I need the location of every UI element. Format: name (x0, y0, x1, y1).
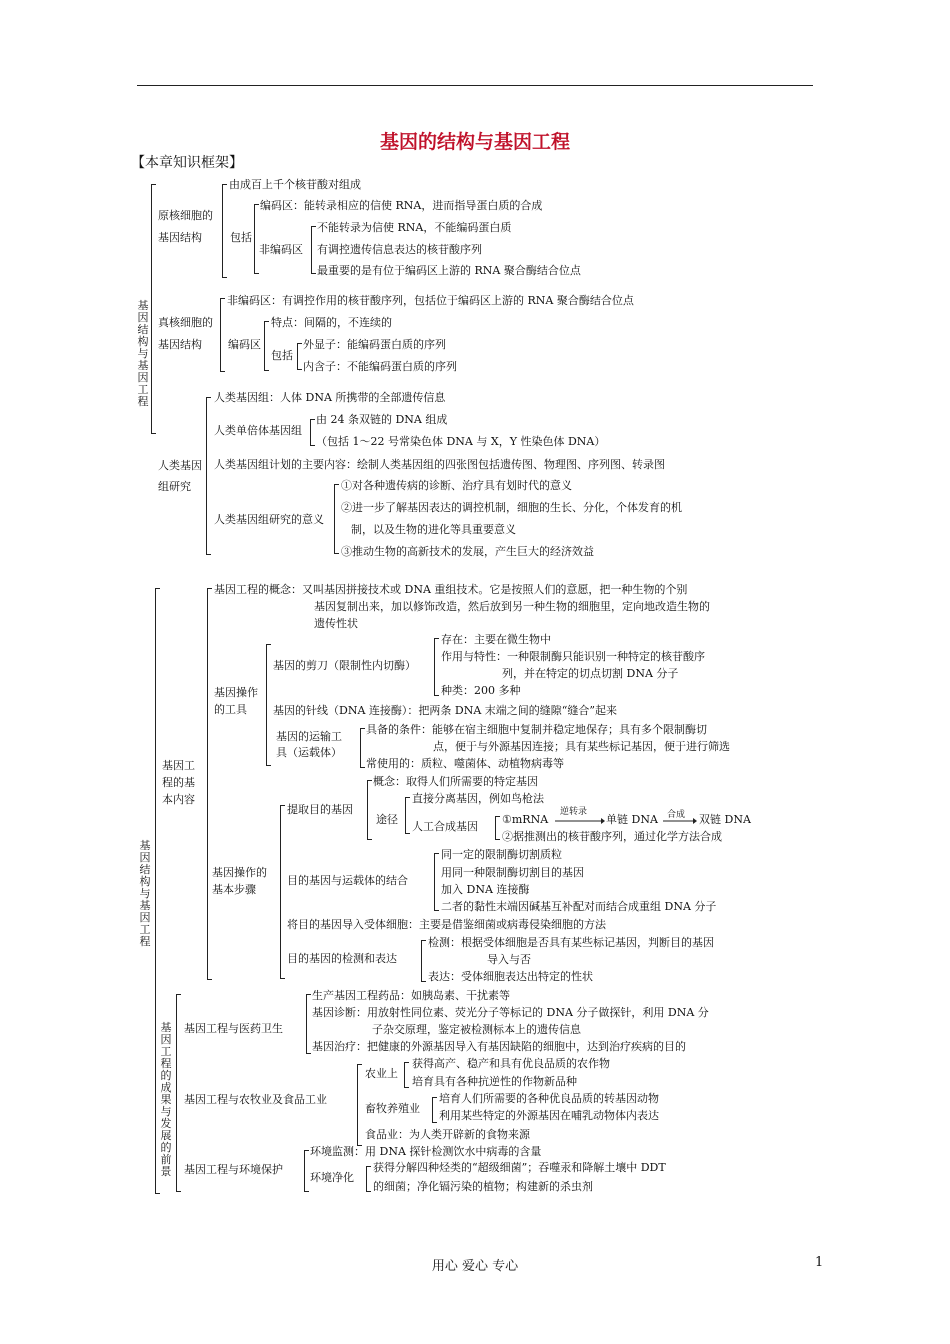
prok-noncoding: 非编码区 (259, 243, 303, 256)
extract-concept: 概念：取得人们所需要的特定基因 (373, 775, 538, 788)
extract-brace (367, 780, 372, 840)
combine-c1: 同一定的限制酶切割质粒 (441, 848, 562, 861)
hgp-label-1: 人类基因 (158, 459, 202, 472)
header-rule (137, 85, 813, 86)
euk-coding-brace (264, 321, 269, 371)
detect-brace (421, 940, 426, 982)
hgp-plan: 人类基因组计划的主要内容：绘制人类基因组的四张图包括遗传图、物理图、序列图、转录图 (214, 458, 665, 471)
euk-label-1: 真核细胞的 (158, 316, 213, 329)
agri-label: 基因工程与农牧业及食品工业 (184, 1093, 327, 1106)
env-label: 基因工程与环境保护 (184, 1163, 283, 1176)
hgp-h1: 由 24 条双链的 DNA 组成 (316, 413, 448, 426)
combine-c4: 二者的黏性末端因碱基互补配对而结合成重组 DNA 分子 (441, 900, 717, 913)
syn2: ②据推测出的核苷酸序列，通过化学方法合成 (502, 830, 722, 843)
arrow2-icon (663, 818, 697, 824)
tools-label-2: 的工具 (214, 703, 247, 716)
vector-v3: 常使用的：质粒、噬菌体、动植物病毒等 (366, 757, 564, 770)
root-label-2: 基因结构与基因工程 (139, 839, 151, 948)
needle: 基因的针线（DNA 连接酶）：把两条 DNA 末端之间的缝隙“缝合”起来 (273, 704, 618, 717)
synth-brace (495, 816, 500, 840)
vector-label-2: 具（运载体） (276, 746, 342, 759)
concept-1: 基因工程的概念：又叫基因拼接技术或 DNA 重组技术。它是按照人们的意愿，把一种生物的个别 (214, 583, 688, 596)
hgp-m2a: ②进一步了解基因表达的调控机制，细胞的生长、分化，个体发育的机 (341, 501, 682, 514)
combine-c3: 加入 DNA 连接酶 (441, 883, 530, 896)
route-brace (405, 797, 410, 834)
basic-label-1: 基因工 (162, 759, 195, 772)
page-number: 1 (815, 1255, 824, 1270)
med-2: 基因诊断：用放射性同位素、荧光分子等标记的 DNA 分子做探针，利用 DNA 分 (312, 1006, 709, 1019)
root-label-1: 基因结构与基因工程 (137, 299, 149, 408)
prok-include: 包括 (230, 231, 252, 244)
scissors-s2: 作用与特性：一种限制酶只能识别一种特定的核苷酸序 (441, 650, 705, 663)
concept-3: 遗传性状 (314, 617, 358, 630)
steps-label-2: 基本步骤 (212, 883, 256, 896)
page-title: 基因的结构与基因工程 (379, 131, 570, 153)
hgp-genome: 人类基因组：人体 DNA 所携带的全部遗传信息 (214, 391, 446, 404)
route: 途径 (376, 813, 398, 826)
hgp-m3: ③推动生物的高新技术的发展，产生巨大的经济效益 (341, 545, 594, 558)
prok-include-brace (254, 204, 259, 274)
prok-nc2: 有调控遗传信息表达的核苷酸序列 (317, 243, 482, 256)
pur-p1: 获得分解四种烃类的“超级细菌”；吞噬汞和降解土壤中 DDT (373, 1161, 666, 1174)
hgp-label-2: 组研究 (158, 480, 191, 493)
basic-label-2: 程的基 (162, 776, 195, 789)
prok-brace (222, 184, 227, 278)
euk-include-brace (297, 343, 302, 370)
hgp-haploid: 人类单倍体基因组 (214, 424, 302, 437)
extract: 提取目的基因 (287, 803, 353, 816)
med-label: 基因工程与医药卫生 (184, 1022, 283, 1035)
pur-p2: 的细菌；净化镉污染的植物；构建新的杀虫剂 (373, 1180, 593, 1193)
euk-include: 包括 (271, 349, 293, 362)
concept-2: 基因复制出来，加以修饰改造，然后放到另一种生物的细胞里，定向地改造生物的 (314, 600, 710, 613)
detect-d2: 导入与否 (487, 953, 531, 966)
basic-brace (207, 588, 212, 980)
combine: 目的基因与运载体的结合 (287, 874, 408, 887)
syn1b: 单链 DNA (606, 813, 658, 826)
prok-label-1: 原核细胞的 (158, 209, 213, 222)
euk-noncoding: 非编码区：有调控作用的核苷酸序列，包括位于编码区上游的 RNA 聚合酶结合位点 (227, 294, 634, 307)
food: 食品业：为人类开辟新的食物来源 (365, 1128, 530, 1141)
detect: 目的基因的检测和表达 (287, 952, 397, 965)
tools-brace (266, 644, 271, 766)
syn1c: 双链 DNA (699, 813, 751, 826)
euk-exon: 外显子：能编码蛋白质的序列 (303, 338, 446, 351)
combine-c2: 用同一种限制酶切割目的基因 (441, 866, 584, 879)
combine-brace (434, 853, 439, 911)
euk-coding: 编码区 (228, 338, 261, 351)
farm-f1: 获得高产、稳产和具有优良品质的农作物 (412, 1057, 610, 1070)
footer-motto: 用心 爱心 专心 (431, 1259, 519, 1274)
animal-a2: 利用某些特定的外源基因在哺乳动物体内表达 (439, 1109, 659, 1122)
env-brace (304, 1150, 309, 1192)
syn1a: ①mRNA (502, 813, 549, 826)
arrow1-label: 逆转录 (560, 807, 588, 817)
arrow2-label: 合成 (667, 810, 686, 820)
detect-d1: 检测：根据受体细胞是否具有某些标记基因，判断目的基因 (428, 936, 714, 949)
achieve-brace (176, 994, 181, 1192)
detect-d3: 表达：受体细胞表达出特定的性状 (428, 970, 593, 983)
med-4: 基因治疗：把健康的外源基因导入有基因缺陷的细胞中，达到治疗疾病的目的 (312, 1040, 686, 1053)
scissors: 基因的剪刀（限制性内切酶） (273, 659, 416, 672)
prok-nc1: 不能转录为信使 RNA，不能编码蛋白质 (317, 221, 512, 234)
hgp-m2b: 制，以及生物的进化等具重要意义 (351, 523, 516, 536)
steps-brace (280, 805, 285, 979)
scissors-brace (434, 638, 439, 696)
animal-brace (432, 1097, 437, 1123)
animal-a1: 培育人们所需要的各种优良品质的转基因动物 (439, 1092, 659, 1105)
med-1: 生产基因工程药品：如胰岛素、干扰素等 (312, 989, 510, 1002)
synth: 人工合成基因 (412, 820, 478, 833)
euk-brace (220, 298, 225, 372)
root-brace-1 (151, 184, 156, 434)
agri-brace (357, 1064, 362, 1146)
prok-nc3: 最重要的是有位于编码区上游的 RNA 聚合酶结合位点 (317, 264, 581, 277)
scissors-s1: 存在：主要在微生物中 (441, 633, 551, 646)
hgp-h2: （包括 1～22 号常染色体 DNA 与 X，Y 性染色体 DNA） (316, 435, 606, 448)
vector-v2: 点，便于与外源基因连接；具有某些标记基因，便于进行筛选 (433, 740, 730, 753)
route-r1: 直接分离基因，例如鸟枪法 (412, 792, 544, 805)
hgp-m1: ①对各种遗传病的诊断、治疗具有划时代的意义 (341, 479, 572, 492)
vector-brace (360, 728, 365, 768)
euk-label-2: 基因结构 (158, 338, 202, 351)
hgp-brace (206, 397, 211, 555)
env-pur: 环境净化 (310, 1171, 354, 1184)
prok-l1: 由成百上千个核苷酸对组成 (229, 178, 361, 191)
introduce: 将目的基因导入受体细胞：主要是借鉴细菌或病毒侵染细胞的方法 (287, 918, 606, 931)
euk-feature: 特点：间隔的，不连续的 (271, 316, 392, 329)
vector-label-1: 基因的运输工 (276, 730, 342, 743)
med-brace (306, 994, 311, 1054)
section-heading: 【本章知识框架】 (131, 155, 243, 171)
med-3: 子杂交原理，鉴定被检测标本上的遗传信息 (372, 1023, 581, 1036)
achieve-label: 基因工程的成果与发展的前景 (160, 1021, 172, 1178)
prok-label-2: 基因结构 (158, 231, 202, 244)
farm-f2: 培育具有各种抗逆性的作物新品种 (412, 1075, 577, 1088)
vector-v1: 具备的条件：能够在宿主细胞中复制并稳定地保存；具有多个限制酶切 (366, 723, 707, 736)
pur-brace (366, 1166, 371, 1192)
steps-label-1: 基因操作的 (212, 866, 267, 879)
farm-brace (404, 1062, 409, 1088)
scissors-s4: 种类：200 多种 (441, 684, 521, 697)
hgp-haploid-brace (310, 419, 315, 446)
hgp-meaning-brace (334, 484, 339, 554)
scissors-s3: 列，并在特定的切点切割 DNA 分子 (502, 667, 679, 680)
hgp-meaning: 人类基因组研究的意义 (214, 513, 324, 526)
animal-label: 畜牧养殖业 (365, 1102, 420, 1115)
prok-coding: 编码区：能转录相应的信使 RNA，进而指导蛋白质的合成 (260, 199, 543, 212)
arrow1-icon (555, 818, 605, 824)
basic-label-3: 本内容 (162, 793, 195, 806)
euk-intron: 内含子：不能编码蛋白质的序列 (303, 360, 457, 373)
farm-label: 农业上 (365, 1067, 398, 1080)
env-mon: 环境监测：用 DNA 探针检测饮水中病毒的含量 (310, 1145, 542, 1158)
prok-noncoding-brace (311, 226, 316, 274)
tools-label-1: 基因操作 (214, 686, 258, 699)
